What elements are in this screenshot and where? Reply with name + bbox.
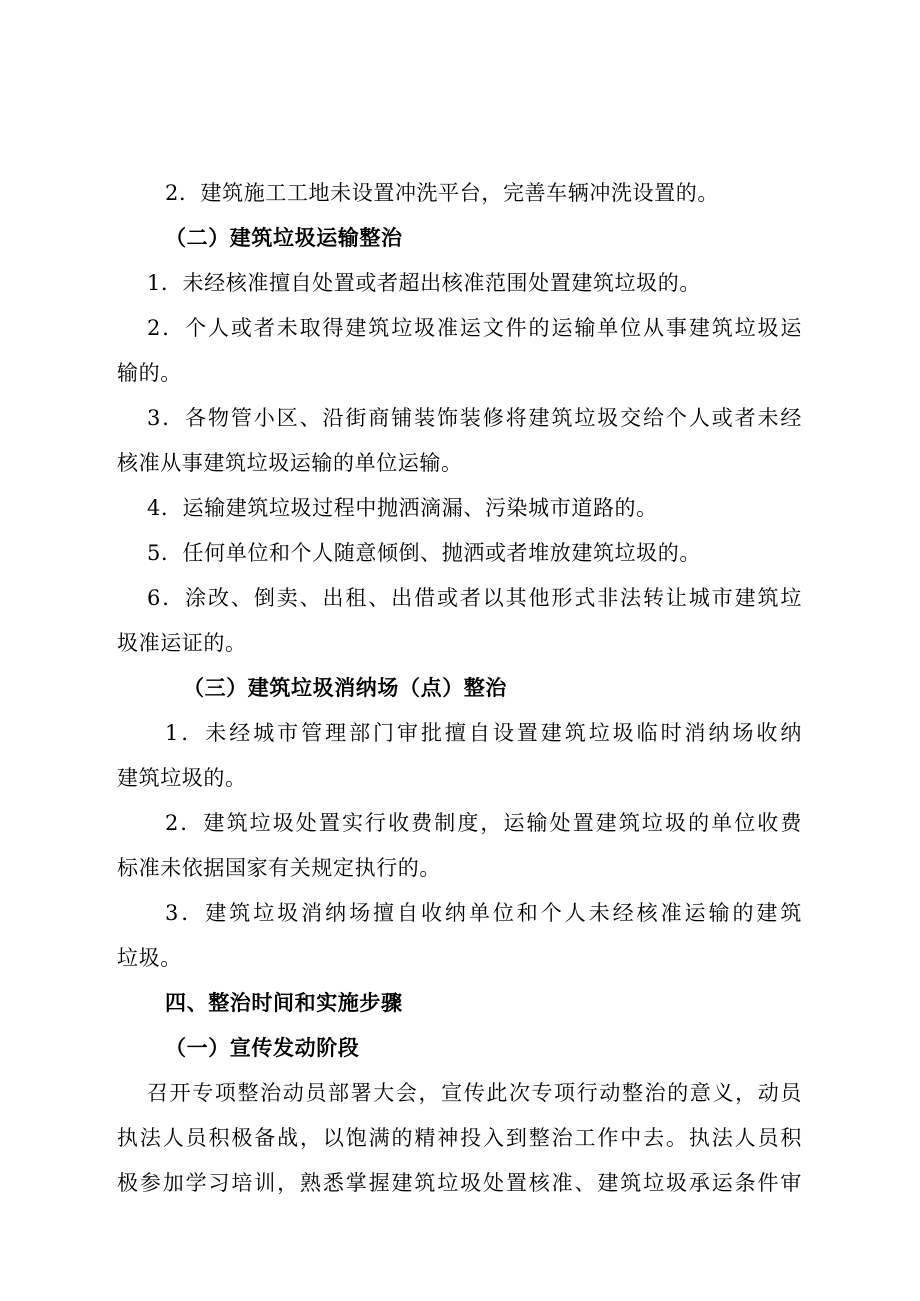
section-heading-disposal-site: （三）建筑垃圾消纳场（点）整治 — [183, 675, 507, 700]
transport-item-5: 5．任何单位和个人随意倾倒、抛洒或者堆放建筑垃圾的。 — [147, 541, 701, 565]
transport-item-2-line1: 2．个人或者未取得建筑垃圾准运文件的运输单位从事建筑垃圾运 — [147, 316, 802, 340]
transport-item-1: 1．未经核准擅自处置或者超出核准范围处置建筑垃圾的。 — [147, 271, 701, 295]
chapter-heading-schedule: 四、整治时间和实施步骤 — [165, 990, 403, 1015]
transport-item-6-line2: 圾准运证的。 — [117, 631, 247, 655]
item-2-wash-platform: 2．建筑施工工地未设置冲洗平台，完善车辆冲洗设置的。 — [165, 181, 719, 205]
transport-item-3-line2: 核准从事建筑垃圾运输的单位运输。 — [117, 451, 463, 475]
publicity-paragraph-line2: 执法人员积极备战，以饱满的精神投入到整治工作中去。执法人员积 — [117, 1126, 802, 1150]
section-heading-publicity: （一）宣传发动阶段 — [165, 1035, 360, 1060]
site-item-3-line2: 垃圾。 — [117, 946, 182, 970]
site-item-2-line1: 2．建筑垃圾处置实行收费制度，运输处置建筑垃圾的单位收费 — [165, 811, 802, 835]
site-item-3-line1: 3．建筑垃圾消纳场擅自收纳单位和个人未经核准运输的建筑 — [165, 901, 802, 925]
transport-item-6-line1: 6．涂改、倒卖、出租、出借或者以其他形式非法转让城市建筑垃 — [147, 586, 802, 610]
publicity-paragraph-line3: 极参加学习培训，熟悉掌握建筑垃圾处置核准、建筑垃圾承运条件审 — [117, 1171, 802, 1195]
section-heading-transport: （二）建筑垃圾运输整治 — [165, 225, 403, 250]
site-item-1-line2: 建筑垃圾的。 — [117, 766, 247, 790]
site-item-1-line1: 1．未经城市管理部门审批擅自设置建筑垃圾临时消纳场收纳 — [165, 721, 802, 745]
transport-item-4: 4．运输建筑垃圾过程中抛洒滴漏、污染城市道路的。 — [147, 496, 658, 520]
transport-item-3-line1: 3．各物管小区、沿街商铺装饰装修将建筑垃圾交给个人或者未经 — [147, 406, 802, 430]
site-item-2-line2: 标准未依据国家有关规定执行的。 — [117, 856, 441, 880]
transport-item-2-line2: 输的。 — [117, 361, 182, 385]
publicity-paragraph-line1: 召开专项整治动员部署大会，宣传此次专项行动整治的意义，动员 — [147, 1081, 802, 1105]
